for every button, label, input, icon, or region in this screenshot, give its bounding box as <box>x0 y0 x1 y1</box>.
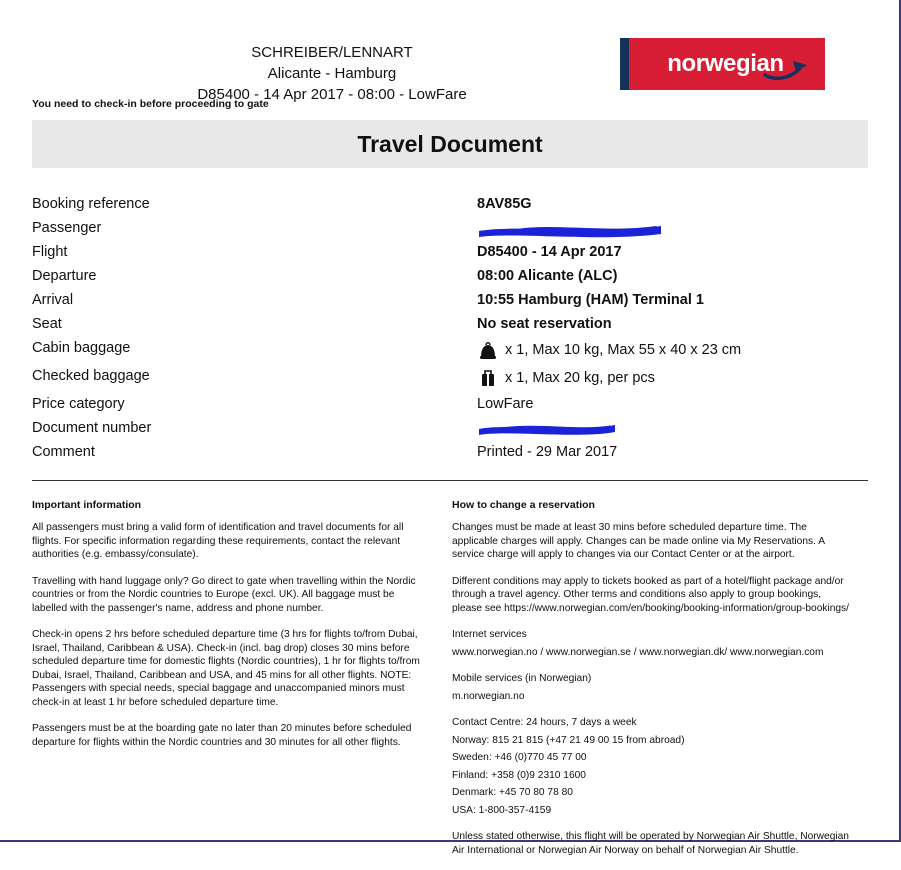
detail-value-passenger <box>477 218 868 242</box>
table-row <box>32 194 868 218</box>
table-row <box>32 366 868 394</box>
important-information-column <box>32 499 452 870</box>
detail-value-price-category: LowFare <box>477 396 534 413</box>
redaction-mark <box>477 420 617 436</box>
footer-columns <box>32 499 872 870</box>
change-reservation-column <box>452 499 872 870</box>
header-passenger-name: SCHREIBER/LENNART <box>251 44 413 61</box>
contact-centre-heading: Contact Centre: 24 hours, 7 days a week <box>452 717 637 729</box>
norwegian-logo <box>620 38 825 90</box>
mobile-services-link: m.norwegian.no <box>452 690 525 702</box>
important-information-paragraph: Passengers must be at the boarding gate no later than 20 minutes before scheduled departure for flights within the Nordic countries and 30 minutes for all other flights. <box>32 723 412 748</box>
checked-bag-icon <box>477 368 499 388</box>
contact-line: Norway: 815 21 815 (+47 21 49 00 15 from abroad) <box>452 734 685 746</box>
contact-line: Sweden: +46 (0)770 45 77 00 <box>452 752 587 764</box>
header-flight-line: D85400 - 14 Apr 2017 - 08:00 - LowFare <box>197 86 467 103</box>
table-row <box>32 242 868 266</box>
change-reservation-heading: How to change a reservation <box>452 499 595 512</box>
detail-value-flight: D85400 - 14 Apr 2017 <box>477 244 622 261</box>
logo-wordmark: norwegian <box>667 50 784 77</box>
document-header <box>32 12 863 103</box>
detail-value-document-number <box>477 418 868 442</box>
important-information-paragraph: Check-in opens 2 hrs before scheduled departure time (3 hrs for flights to/from Dubai, Israel, Thailand, Caribbean & USA). Check-in (incl. bag drop) closes 30 mins before scheduled departure time for domestic flights (Nordic countries), 1 hr for flights to/from Dubai, Israel, Thailand, Caribbean and USA, and 45 mins for all other flights. NOTE: Passengers with special needs, special baggage and unaccompanied minors must check-in at least 1 hr before scheduled departure time. <box>32 629 420 708</box>
table-row <box>32 314 868 338</box>
important-information-heading: Important information <box>32 499 142 512</box>
detail-label: Price category <box>32 396 125 413</box>
detail-label: Comment <box>32 444 95 461</box>
mobile-services-heading: Mobile services (in Norwegian) <box>452 673 592 685</box>
checked-baggage-text: x 1, Max 20 kg, per pcs <box>505 370 655 387</box>
table-row <box>32 266 868 290</box>
table-row <box>32 290 868 314</box>
detail-label: Booking reference <box>32 196 150 212</box>
detail-value-arrival: 10:55 Hamburg (HAM) Terminal 1 <box>477 292 704 309</box>
table-row <box>32 418 868 442</box>
internet-services-heading: Internet services <box>452 629 527 641</box>
detail-label: Document number <box>32 420 152 437</box>
change-reservation-paragraph: Different conditions may apply to tickets booked as part of a hotel/flight package and/or through a travel agency. Other terms and conditions also apply to group bookings, please see https://www.norwegian.com/en/booking/booking-information/group-bookings/ <box>452 575 849 614</box>
detail-value-booking-reference: 8AV85G <box>477 196 532 212</box>
swoosh-icon <box>763 59 809 81</box>
table-row <box>32 338 868 366</box>
table-row <box>32 218 868 242</box>
detail-label: Cabin baggage <box>32 340 131 357</box>
detail-value-comment: Printed - 29 Mar 2017 <box>477 444 618 461</box>
detail-value-cabin-baggage <box>477 338 868 366</box>
internet-services-links: www.norwegian.no / www.norwegian.se / www.norwegian.dk/ www.norwegian.com <box>452 646 824 658</box>
section-divider <box>32 480 868 481</box>
change-reservation-paragraph: Changes must be made at least 30 mins before scheduled departure time. The applicable charges will apply. Changes can be made online via My Reservations. A service charge will apply to changes via our Contact Center or at the airport. <box>452 522 825 561</box>
cabin-baggage-text: x 1, Max 10 kg, Max 55 x 40 x 23 cm <box>505 342 742 359</box>
header-route: Alicante - Hamburg <box>267 65 397 82</box>
booking-details-table <box>32 194 868 466</box>
detail-label: Flight <box>32 244 68 261</box>
detail-label: Seat <box>32 316 62 333</box>
detail-label: Arrival <box>32 292 74 309</box>
detail-value-seat: No seat reservation <box>477 316 612 333</box>
detail-value-checked-baggage <box>477 366 868 394</box>
detail-value-departure: 08:00 Alicante (ALC) <box>477 268 618 285</box>
detail-label: Passenger <box>32 220 102 236</box>
detail-label: Departure <box>32 268 97 285</box>
header-title-block <box>52 12 612 105</box>
important-information-paragraph: All passengers must bring a valid form of identification and travel documents for all flights. For specific information regarding these requirements, contact the relevant authorities (e.g. embassy/consulate). <box>32 522 404 561</box>
detail-label: Checked baggage <box>32 368 150 385</box>
contact-line: Denmark: +45 70 80 78 80 <box>452 787 573 799</box>
important-information-paragraph: Travelling with hand luggage only? Go direct to gate when travelling within the Nordic countries or from the Nordic countries to Europe (excl. UK). All baggage must be labelled with the passenger's name, address and phone number. <box>32 575 416 614</box>
document-title-banner <box>32 120 868 168</box>
contact-line: USA: 1-800-357-4159 <box>452 804 552 816</box>
table-row <box>32 394 868 418</box>
cabin-bag-icon <box>477 340 499 360</box>
table-row <box>32 442 868 466</box>
operator-disclaimer: Unless stated otherwise, this flight will be operated by Norwegian Air Shuttle, Norwegian Air International or Norwegian Air Norway on behalf of Norwegian Air Shuttle. <box>452 831 849 856</box>
contact-line: Finland: +358 (0)9 2310 1600 <box>452 769 586 781</box>
checkin-notice: You need to check-in before proceeding to gate <box>32 98 269 110</box>
page-title: Travel Document <box>357 130 543 157</box>
redaction-mark <box>477 220 663 236</box>
